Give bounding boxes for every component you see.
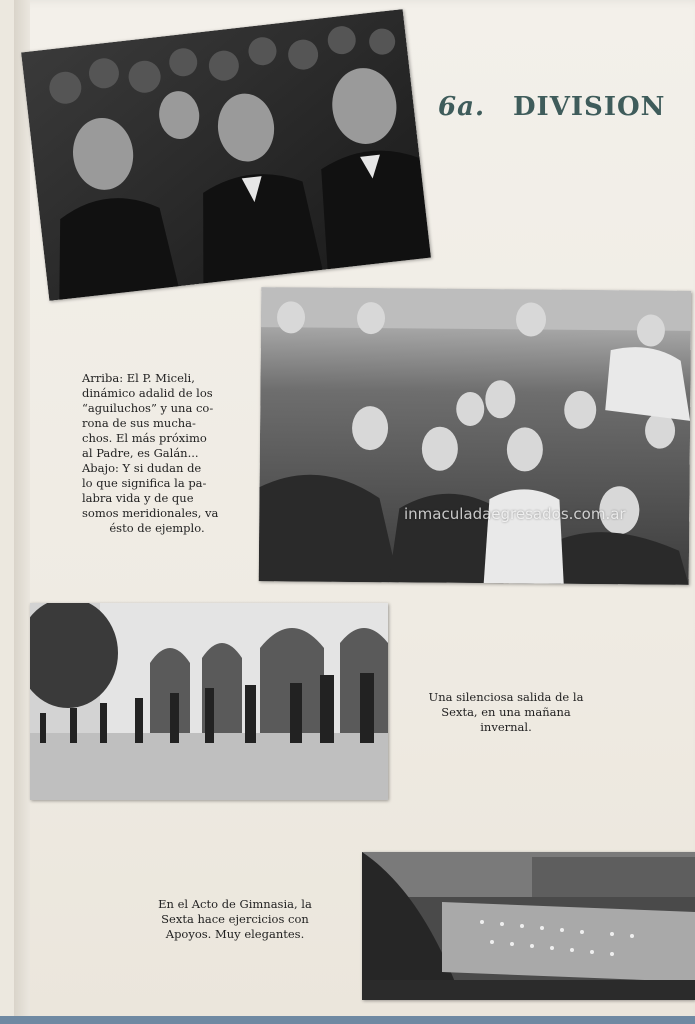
caption-line: Apoyos. Muy elegantes. [165,927,305,941]
caption-line: Arriba: El P. Miceli, [82,371,195,385]
watermark: inmaculadaegresados.com.ar [404,505,626,523]
caption-line: al Padre, es Galán... [82,446,199,460]
caption-line: rona de sus mucha- [82,416,196,430]
caption-middle [413,690,599,735]
courtyard-exit-photo [30,603,388,800]
caption-line: somos meridionales, va [82,506,219,520]
caption-line: dinámico adalid de los [82,386,213,400]
caption-line: Sexta hace ejercicios con [161,912,309,926]
caption-line: Una silenciosa salida de la [428,690,584,704]
gymnastics-field-photo [362,852,695,1000]
division-title: DIVISION [513,92,666,122]
division-number: 6a. [438,92,485,122]
page-gutter [14,0,30,1024]
page-heading [438,92,678,122]
caption-line: En el Acto de Gimnasia, la [158,897,312,911]
page-bottom-edge [0,1016,695,1024]
caption-line: Abajo: Y si dudan de [82,461,202,475]
caption-line: ésto de ejemplo. [109,521,205,535]
priest-with-boys-photo [21,9,431,301]
caption-line: labra vida y de que [82,491,194,505]
caption-line: chos. El más próximo [82,431,207,445]
caption-line: “aguiluchos” y una co- [82,401,214,415]
caption-line: Sexta, en una mañana [441,705,571,719]
caption-top [82,371,232,536]
caption-line: lo que significa la pa- [82,476,207,490]
cheering-group-photo [259,287,692,585]
caption-bottom [140,897,330,942]
caption-line: invernal. [480,720,532,734]
